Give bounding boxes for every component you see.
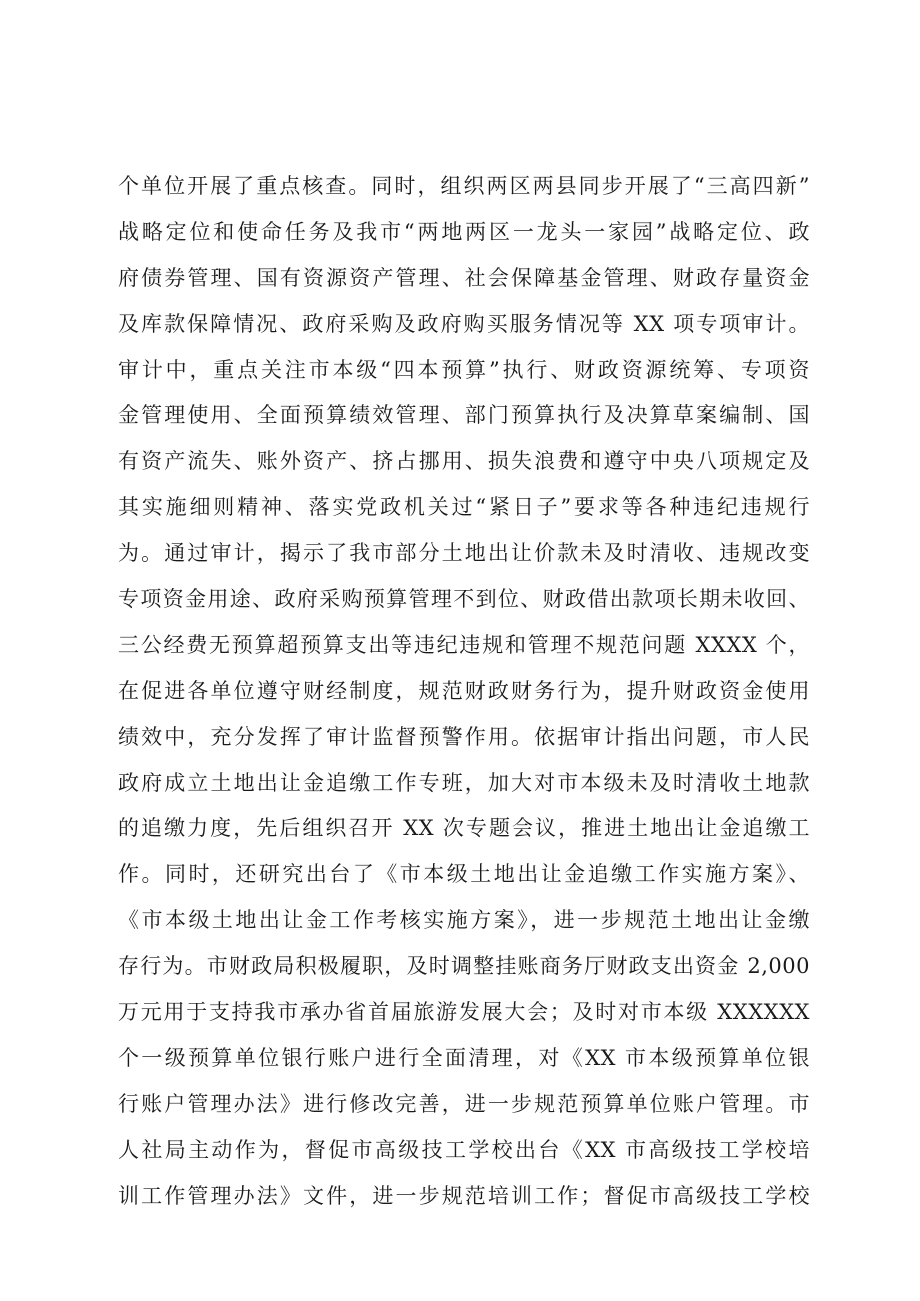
paragraph-line: 个一级预算单位银行账户进行全面清理，对《XX 市本级预算单位银 — [118, 1045, 810, 1070]
paragraph-line: 为。通过审计，揭示了我市部分土地出让价款未及时清收、违规改变 — [118, 541, 810, 566]
paragraph-line: 行账户管理办法》进行修改完善，进一步规范预算单位账户管理。市 — [118, 1091, 810, 1116]
paragraph-line: 及库款保障情况、政府采购及政府购买服务情况等 XX 项专项审计。 — [118, 311, 810, 336]
paragraph-line: 个单位开展了重点核查。同时，组织两区两县同步开展了“三高四新” — [118, 174, 810, 198]
paragraph-line: 专项资金用途、政府采购预算管理不到位、财政借出款项长期未收回、 — [118, 587, 810, 612]
paragraph-line: 有资产流失、账外资产、挤占挪用、损失浪费和遵守中央八项规定及 — [118, 449, 810, 474]
paragraph-line: 府债券管理、国有资源资产管理、社会保障基金管理、财政存量资金 — [118, 265, 810, 290]
paragraph-line: 存行为。市财政局积极履职，及时调整挂账商务厅财政支出资金 2,000 — [118, 954, 810, 979]
paragraph-line: 审计中，重点关注市本级“四本预算”执行、财政资源统筹、专项资 — [118, 357, 810, 382]
paragraph-line: 训工作管理办法》文件，进一步规范培训工作；督促市高级技工学校 — [118, 1183, 810, 1208]
paragraph-line: 绩效中，充分发挥了审计监督预警作用。依据审计指出问题，市人民 — [118, 724, 810, 749]
paragraph-line: 三公经费无预算超预算支出等违纪违规和管理不规范问题 XXXX 个， — [118, 632, 810, 657]
body-paragraph — [118, 164, 810, 1219]
paragraph-line: 政府成立土地出让金追缴工作专班，加大对市本级未及时清收土地款 — [118, 770, 810, 795]
paragraph-line: 战略定位和使命任务及我市“两地两区一龙头一家园”战略定位、政 — [118, 219, 810, 244]
paragraph-line: 的追缴力度，先后组织召开 XX 次专题会议，推进土地出让金追缴工 — [118, 816, 810, 841]
paragraph-line: 在促进各单位遵守财经制度，规范财政财务行为，提升财政资金使用 — [118, 678, 810, 703]
paragraph-line: 作。同时，还研究出台了《市本级土地出让金追缴工作实施方案》、 — [118, 862, 810, 887]
paragraph-line: 金管理使用、全面预算绩效管理、部门预算执行及决算草案编制、国 — [118, 403, 810, 428]
paragraph-line: 其实施细则精神、落实党政机关过“紧日子”要求等各种违纪违规行 — [118, 495, 810, 520]
paragraph-line: 人社局主动作为，督促市高级技工学校出台《XX 市高级技工学校培 — [118, 1137, 810, 1162]
paragraph-line: 《市本级土地出让金工作考核实施方案》，进一步规范土地出让金缴 — [118, 908, 810, 933]
paragraph-line: 万元用于支持我市承办省首届旅游发展大会；及时对市本级 XXXXXX — [118, 1000, 810, 1025]
